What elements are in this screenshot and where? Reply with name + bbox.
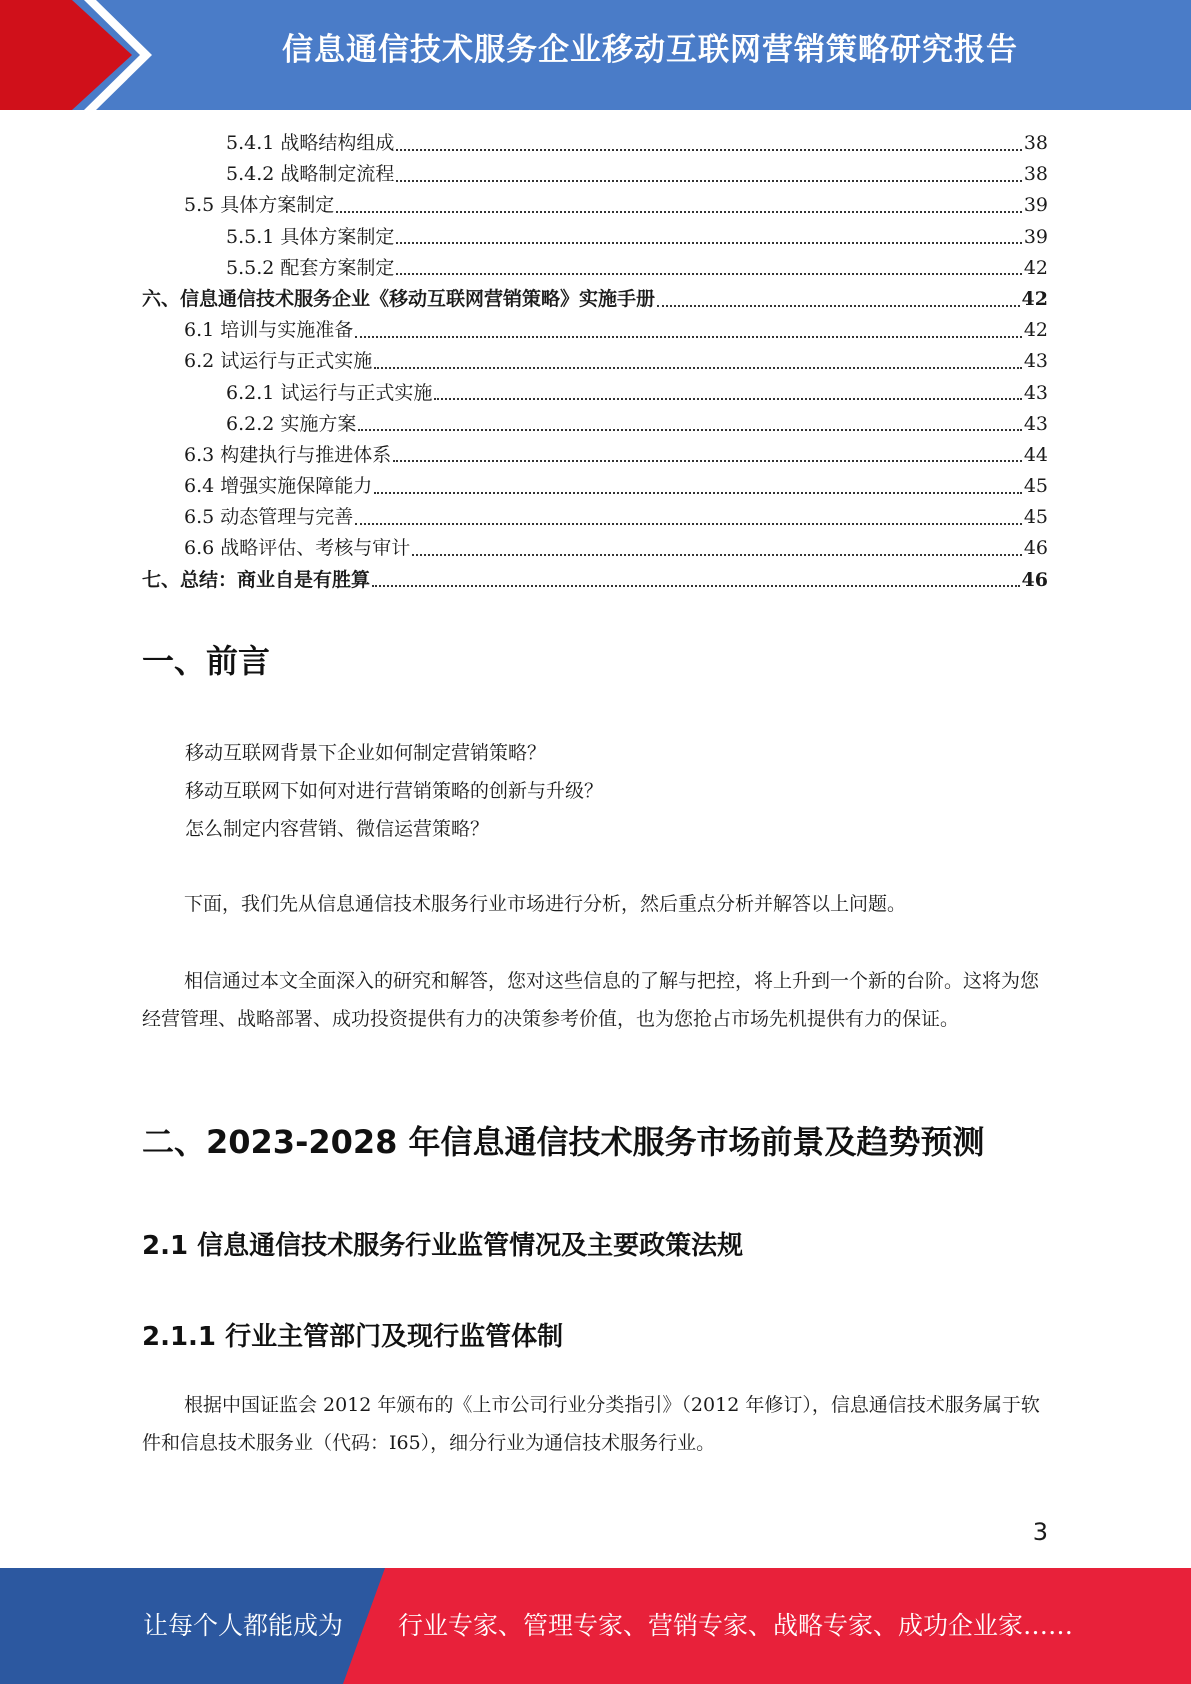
toc-entry-page: 46	[1023, 537, 1048, 560]
toc-entry-title: 6.6 战略评估、考核与审计	[184, 537, 411, 560]
toc-leader-dots	[358, 429, 1021, 431]
toc-entry-page: 46	[1021, 568, 1048, 591]
question-line: 怎么制定内容营销、微信运营策略？	[185, 818, 490, 840]
toc-entry-title: 6.3 构建执行与推进体系	[184, 443, 392, 466]
toc-entry-page: 42	[1021, 287, 1048, 310]
toc-leader-dots	[374, 492, 1022, 494]
report-title: 信息通信技术服务企业移动互联网营销策略研究报告	[282, 32, 1018, 68]
paragraph: 相信通过本文全面深入的研究和解答，您对这些信息的了解与把控，将上升到一个新的台阶。这将为您经营管理、战略部署、成功投资提供有力的决策参考价值，也为您抢占市场先机提供有力的保证。	[142, 970, 1040, 1030]
toc-leader-dots	[412, 554, 1022, 556]
toc-leader-dots	[393, 460, 1022, 462]
toc-entry[interactable]	[142, 222, 1048, 253]
toc-entry-title: 5.4.2 战略制定流程	[226, 163, 395, 186]
question-line: 移动互联网下如何对进行营销策略的创新与升级？	[185, 780, 604, 802]
toc-entry[interactable]	[142, 284, 1048, 315]
page-footer	[0, 1568, 1191, 1684]
question-line: 移动互联网背景下企业如何制定营销策略？	[185, 742, 547, 764]
toc-entry[interactable]	[142, 190, 1048, 221]
subsection-heading: 2.1 信息通信技术服务行业监管情况及主要政策法规	[142, 1231, 744, 1261]
page-header	[0, 0, 1191, 110]
toc-leader-dots	[434, 398, 1021, 400]
toc-leader-dots	[355, 336, 1022, 338]
toc-entry-page: 43	[1023, 350, 1048, 373]
toc-entry-page: 42	[1023, 319, 1048, 342]
toc-entry[interactable]	[142, 346, 1048, 377]
toc-entry[interactable]	[142, 378, 1048, 409]
toc-entry-title: 6.4 增强实施保障能力	[184, 475, 373, 498]
toc-leader-dots	[396, 242, 1021, 244]
toc-leader-dots	[657, 305, 1020, 307]
toc-entry[interactable]	[142, 440, 1048, 471]
toc-leader-dots	[396, 149, 1021, 151]
table-of-contents	[142, 128, 1048, 596]
toc-entry-title: 6.1 培训与实施准备	[184, 319, 354, 342]
toc-entry-page: 39	[1023, 225, 1048, 248]
toc-entry-page: 42	[1023, 256, 1048, 279]
toc-entry-page: 43	[1023, 381, 1048, 404]
footer-slogan-right: 行业专家、管理专家、营销专家、战略专家、成功企业家……	[398, 1611, 1074, 1640]
toc-leader-dots	[396, 273, 1021, 275]
paragraph: 根据中国证监会 2012 年颁布的《上市公司行业分类指引》（2012 年修订），信息通信技术服务属于软件和信息技术服务业（代码：I65），细分行业为通信技术服务行业。	[142, 1394, 1040, 1454]
toc-entry[interactable]	[142, 159, 1048, 190]
toc-entry-title: 六、信息通信技术服务企业《移动互联网营销策略》实施手册	[142, 287, 656, 310]
toc-entry-page: 38	[1023, 132, 1048, 154]
toc-entry-title: 5.5 具体方案制定	[184, 194, 335, 217]
toc-entry[interactable]	[142, 253, 1048, 284]
toc-leader-dots	[336, 211, 1022, 213]
toc-entry-title: 5.5.2 配套方案制定	[226, 256, 395, 279]
toc-entry-page: 38	[1023, 163, 1048, 186]
toc-entry[interactable]	[142, 533, 1048, 564]
footer-slogan-left: 让每个人都能成为	[143, 1611, 344, 1640]
section-heading-market: 二、2023-2028 年信息通信技术服务市场前景及趋势预测	[142, 1123, 985, 1161]
toc-entry-title: 6.2 试运行与正式实施	[184, 350, 373, 373]
toc-entry-page: 45	[1023, 506, 1048, 529]
toc-entry-title: 6.2.1 试运行与正式实施	[226, 381, 433, 404]
toc-entry-title: 七、总结：商业自是有胜算	[142, 568, 371, 591]
toc-leader-dots	[396, 180, 1021, 182]
toc-entry[interactable]	[142, 409, 1048, 440]
toc-entry[interactable]	[142, 128, 1048, 159]
toc-entry-page: 39	[1023, 194, 1048, 217]
toc-entry-title: 6.2.2 实施方案	[226, 412, 357, 435]
toc-entry-page: 44	[1023, 443, 1048, 466]
toc-entry-title: 5.4.1 战略结构组成	[226, 132, 395, 154]
toc-entry[interactable]	[142, 565, 1048, 596]
toc-entry[interactable]	[142, 471, 1048, 502]
toc-leader-dots	[355, 523, 1022, 525]
page-number: 3	[1032, 1518, 1048, 1546]
toc-entry[interactable]	[142, 315, 1048, 346]
section-heading-preface: 一、前言	[142, 642, 271, 680]
toc-leader-dots	[372, 585, 1020, 587]
subsubsection-heading: 2.1.1 行业主管部门及现行监管体制	[142, 1322, 564, 1352]
toc-entry-page: 43	[1023, 412, 1048, 435]
paragraph: 下面，我们先从信息通信技术服务行业市场进行分析，然后重点分析并解答以上问题。	[184, 893, 907, 915]
toc-entry-title: 6.5 动态管理与完善	[184, 506, 354, 529]
toc-entry[interactable]	[142, 502, 1048, 533]
toc-entry-title: 5.5.1 具体方案制定	[226, 225, 395, 248]
toc-entry-page: 45	[1023, 475, 1048, 498]
toc-leader-dots	[374, 367, 1022, 369]
